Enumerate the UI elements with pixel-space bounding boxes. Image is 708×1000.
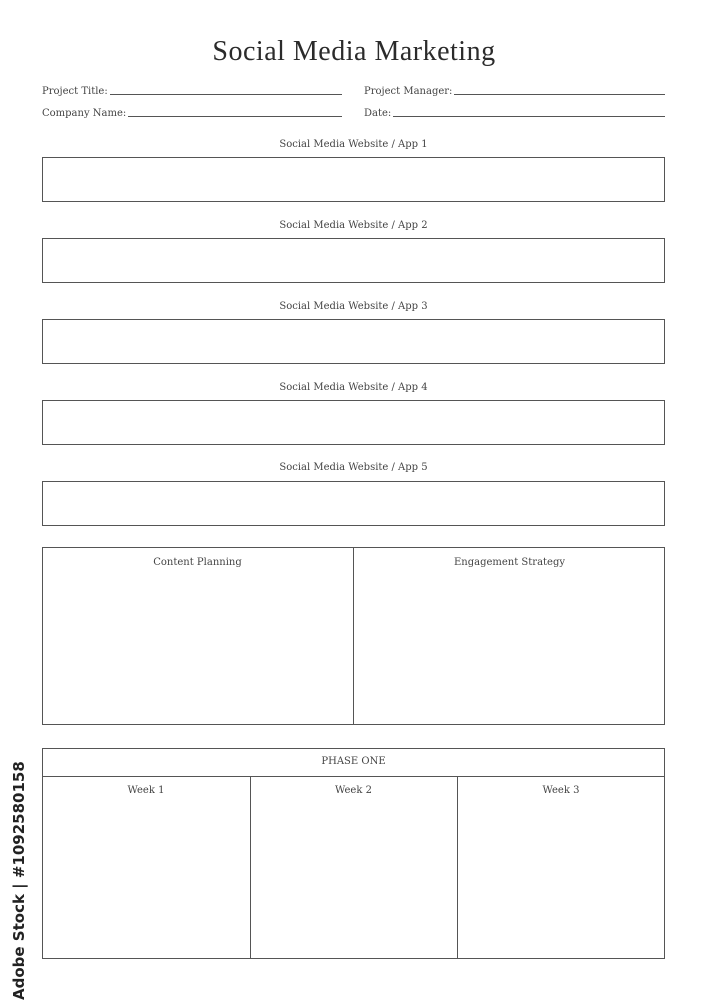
- app-3-label: Social Media Website / App 3: [279, 301, 428, 312]
- date-label: Date:: [364, 108, 392, 119]
- week-2-title: Week 2: [335, 785, 372, 796]
- app-4-box[interactable]: [42, 400, 665, 445]
- date-line: [393, 115, 665, 117]
- project-title-line: [110, 93, 342, 95]
- app-5-label: Social Media Website / App 5: [279, 462, 428, 473]
- week-3-title: Week 3: [542, 785, 580, 796]
- week-2-area[interactable]: [251, 803, 456, 957]
- content-planning-title: Content Planning: [153, 557, 242, 568]
- project-title-field[interactable]: [42, 86, 342, 97]
- engagement-strategy-title: Engagement Strategy: [453, 557, 566, 568]
- project-manager-label: Project Manager:: [364, 86, 453, 97]
- week-1-title: Week 1: [127, 785, 165, 796]
- planning-divider: [353, 547, 354, 725]
- company-name-label: Company Name:: [42, 108, 127, 119]
- content-planning-area[interactable]: [43, 575, 352, 723]
- engagement-strategy-area[interactable]: [355, 575, 664, 723]
- app-2-label: Social Media Website / App 2: [279, 220, 428, 231]
- app-4-label: Social Media Website / App 4: [279, 382, 428, 393]
- app-2-box[interactable]: [42, 238, 665, 283]
- app-1-box[interactable]: [42, 157, 665, 202]
- phase-header-divider: [42, 776, 665, 777]
- company-name-line: [128, 115, 342, 117]
- app-1-label: Social Media Website / App 1: [279, 139, 428, 150]
- week-3-area[interactable]: [458, 803, 664, 957]
- project-title-label: Project Title:: [42, 86, 108, 97]
- app-5-box[interactable]: [42, 481, 665, 526]
- phase-title: PHASE ONE: [321, 756, 386, 767]
- week-1-area[interactable]: [43, 803, 249, 957]
- project-manager-line: [454, 93, 665, 95]
- company-name-field[interactable]: [42, 108, 342, 119]
- app-3-box[interactable]: [42, 319, 665, 364]
- stock-watermark: Adobe Stock | #1092580158: [10, 761, 28, 1000]
- project-manager-field[interactable]: [364, 86, 665, 97]
- page-title: Social Media Marketing: [212, 36, 496, 67]
- date-field[interactable]: [364, 108, 665, 119]
